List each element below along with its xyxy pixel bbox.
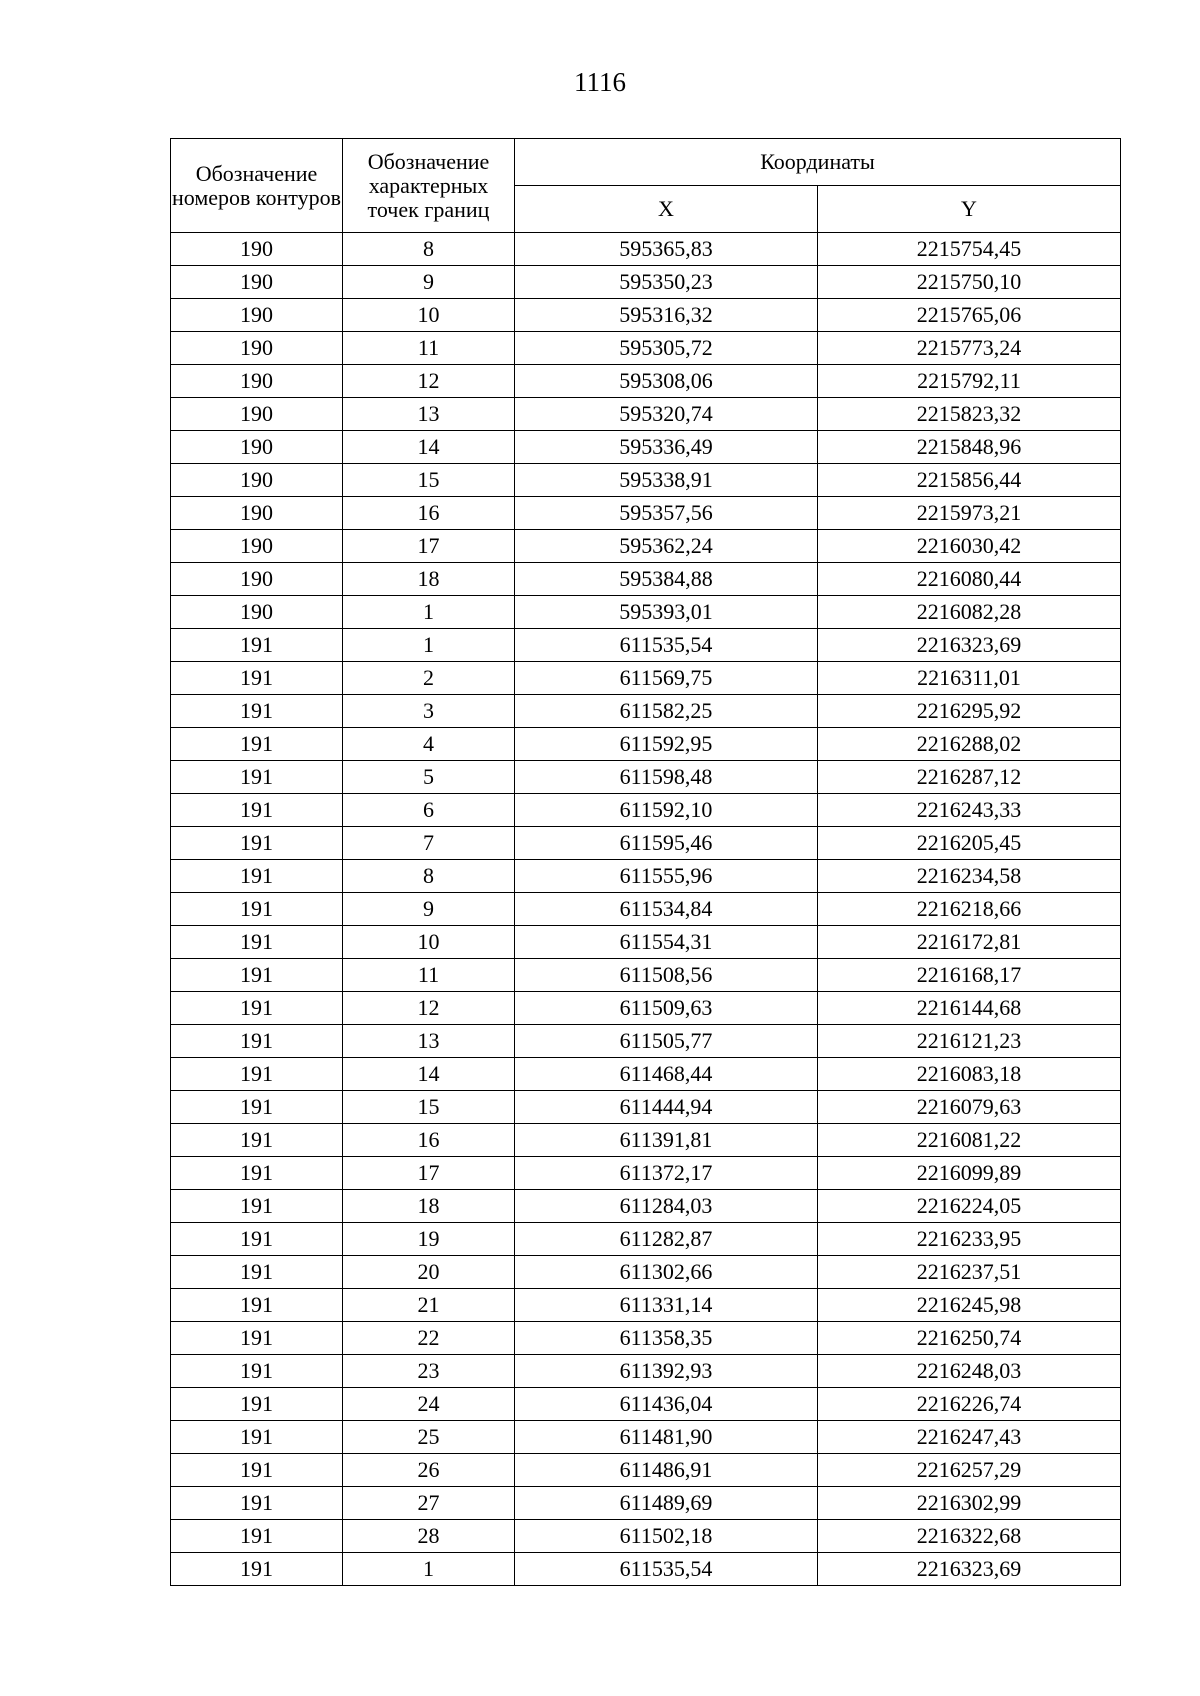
- point-number-cell: 22: [343, 1322, 515, 1355]
- y-coordinate-cell: 2216083,18: [818, 1058, 1121, 1091]
- x-coordinate-cell: 611582,25: [515, 695, 818, 728]
- contour-number-cell: 191: [171, 1289, 343, 1322]
- point-number-cell: 13: [343, 398, 515, 431]
- contour-number-cell: 191: [171, 1025, 343, 1058]
- x-coordinate-cell: 595305,72: [515, 332, 818, 365]
- y-coordinate-cell: 2216099,89: [818, 1157, 1121, 1190]
- contour-number-cell: 190: [171, 530, 343, 563]
- table-row: [171, 1223, 1121, 1256]
- y-coordinate-cell: 2215792,11: [818, 365, 1121, 398]
- point-number-cell: 6: [343, 794, 515, 827]
- contour-number-cell: 191: [171, 992, 343, 1025]
- table-row: [171, 1421, 1121, 1454]
- contour-number-cell: 191: [171, 926, 343, 959]
- table-row: [171, 464, 1121, 497]
- table-row: [171, 233, 1121, 266]
- x-coordinate-cell: 611358,35: [515, 1322, 818, 1355]
- y-coordinate-cell: 2216295,92: [818, 695, 1121, 728]
- table-row: [171, 1256, 1121, 1289]
- table-row: [171, 563, 1121, 596]
- page-number: 1116: [574, 67, 626, 97]
- contour-number-cell: 191: [171, 728, 343, 761]
- x-coordinate-cell: 595336,49: [515, 431, 818, 464]
- y-coordinate-cell: 2215856,44: [818, 464, 1121, 497]
- table-row: [171, 992, 1121, 1025]
- point-number-cell: 17: [343, 530, 515, 563]
- contour-number-cell: 191: [171, 662, 343, 695]
- point-number-cell: 24: [343, 1388, 515, 1421]
- coordinates-table: [170, 138, 1121, 1586]
- x-coordinate-cell: 611284,03: [515, 1190, 818, 1223]
- point-number-cell: 14: [343, 1058, 515, 1091]
- x-coordinate-cell: 595362,24: [515, 530, 818, 563]
- contour-number-cell: 191: [171, 1355, 343, 1388]
- point-number-cell: 13: [343, 1025, 515, 1058]
- x-coordinate-cell: 595308,06: [515, 365, 818, 398]
- y-coordinate-cell: 2216257,29: [818, 1454, 1121, 1487]
- x-coordinate-cell: 611505,77: [515, 1025, 818, 1058]
- table-row: [171, 959, 1121, 992]
- contour-number-cell: 191: [171, 827, 343, 860]
- y-coordinate-cell: 2216250,74: [818, 1322, 1121, 1355]
- table-row: [171, 794, 1121, 827]
- point-number-cell: 9: [343, 893, 515, 926]
- point-number-cell: 14: [343, 431, 515, 464]
- contour-number-cell: 191: [171, 1421, 343, 1454]
- point-number-cell: 19: [343, 1223, 515, 1256]
- x-coordinate-cell: 611502,18: [515, 1520, 818, 1553]
- contour-number-cell: 191: [171, 1190, 343, 1223]
- table-row: [171, 629, 1121, 662]
- x-coordinate-cell: 611302,66: [515, 1256, 818, 1289]
- header-boundary-points: Обозначение характерных точек границ: [343, 139, 515, 233]
- x-coordinate-cell: 611535,54: [515, 629, 818, 662]
- x-coordinate-cell: 611282,87: [515, 1223, 818, 1256]
- contour-number-cell: 190: [171, 266, 343, 299]
- y-coordinate-cell: 2216226,74: [818, 1388, 1121, 1421]
- point-number-cell: 12: [343, 992, 515, 1025]
- x-coordinate-cell: 611534,84: [515, 893, 818, 926]
- contour-number-cell: 191: [171, 1157, 343, 1190]
- y-coordinate-cell: 2216080,44: [818, 563, 1121, 596]
- y-coordinate-cell: 2216233,95: [818, 1223, 1121, 1256]
- y-coordinate-cell: 2216168,17: [818, 959, 1121, 992]
- y-coordinate-cell: 2215823,32: [818, 398, 1121, 431]
- x-coordinate-cell: 611392,93: [515, 1355, 818, 1388]
- header-x: X: [515, 186, 818, 233]
- x-coordinate-cell: 611554,31: [515, 926, 818, 959]
- x-coordinate-cell: 611509,63: [515, 992, 818, 1025]
- x-coordinate-cell: 611481,90: [515, 1421, 818, 1454]
- contour-number-cell: 190: [171, 398, 343, 431]
- x-coordinate-cell: 611598,48: [515, 761, 818, 794]
- y-coordinate-cell: 2216247,43: [818, 1421, 1121, 1454]
- y-coordinate-cell: 2216205,45: [818, 827, 1121, 860]
- contour-number-cell: 191: [171, 1487, 343, 1520]
- point-number-cell: 15: [343, 1091, 515, 1124]
- x-coordinate-cell: 611569,75: [515, 662, 818, 695]
- contour-number-cell: 191: [171, 1388, 343, 1421]
- table-row: [171, 695, 1121, 728]
- x-coordinate-cell: 611372,17: [515, 1157, 818, 1190]
- contour-number-cell: 190: [171, 299, 343, 332]
- point-number-cell: 9: [343, 266, 515, 299]
- table-row: [171, 1157, 1121, 1190]
- table-row: [171, 1124, 1121, 1157]
- table-row: [171, 431, 1121, 464]
- y-coordinate-cell: 2215754,45: [818, 233, 1121, 266]
- contour-number-cell: 191: [171, 860, 343, 893]
- y-coordinate-cell: 2216218,66: [818, 893, 1121, 926]
- point-number-cell: 2: [343, 662, 515, 695]
- contour-number-cell: 190: [171, 497, 343, 530]
- point-number-cell: 7: [343, 827, 515, 860]
- contour-number-cell: 190: [171, 596, 343, 629]
- point-number-cell: 8: [343, 233, 515, 266]
- point-number-cell: 10: [343, 299, 515, 332]
- y-coordinate-cell: 2216323,69: [818, 629, 1121, 662]
- header-y: Y: [818, 186, 1121, 233]
- contour-number-cell: 191: [171, 1091, 343, 1124]
- y-coordinate-cell: 2216079,63: [818, 1091, 1121, 1124]
- table-row: [171, 1553, 1121, 1586]
- table-row: [171, 596, 1121, 629]
- table-row: [171, 1355, 1121, 1388]
- y-coordinate-cell: 2216224,05: [818, 1190, 1121, 1223]
- y-coordinate-cell: 2216030,42: [818, 530, 1121, 563]
- header-contour-numbers: Обозначение номеров контуров: [171, 139, 343, 233]
- y-coordinate-cell: 2215773,24: [818, 332, 1121, 365]
- y-coordinate-cell: 2216311,01: [818, 662, 1121, 695]
- point-number-cell: 10: [343, 926, 515, 959]
- y-coordinate-cell: 2216172,81: [818, 926, 1121, 959]
- point-number-cell: 28: [343, 1520, 515, 1553]
- table-row: [171, 1058, 1121, 1091]
- contour-number-cell: 191: [171, 1223, 343, 1256]
- table-row: [171, 1388, 1121, 1421]
- y-coordinate-cell: 2216234,58: [818, 860, 1121, 893]
- contour-number-cell: 191: [171, 629, 343, 662]
- table-row: [171, 1025, 1121, 1058]
- table-row: [171, 497, 1121, 530]
- table-row: [171, 1322, 1121, 1355]
- x-coordinate-cell: 595384,88: [515, 563, 818, 596]
- point-number-cell: 4: [343, 728, 515, 761]
- contour-number-cell: 191: [171, 1454, 343, 1487]
- x-coordinate-cell: 595350,23: [515, 266, 818, 299]
- point-number-cell: 11: [343, 959, 515, 992]
- contour-number-cell: 191: [171, 1322, 343, 1355]
- table-row: [171, 266, 1121, 299]
- x-coordinate-cell: 611592,95: [515, 728, 818, 761]
- x-coordinate-cell: 611595,46: [515, 827, 818, 860]
- contour-number-cell: 191: [171, 1124, 343, 1157]
- point-number-cell: 11: [343, 332, 515, 365]
- table-row: [171, 1289, 1121, 1322]
- x-coordinate-cell: 611331,14: [515, 1289, 818, 1322]
- contour-number-cell: 190: [171, 365, 343, 398]
- table-row: [171, 1454, 1121, 1487]
- point-number-cell: 18: [343, 563, 515, 596]
- table-row: [171, 860, 1121, 893]
- y-coordinate-cell: 2216287,12: [818, 761, 1121, 794]
- point-number-cell: 17: [343, 1157, 515, 1190]
- table-row: [171, 926, 1121, 959]
- table-row: [171, 1520, 1121, 1553]
- table-row: [171, 530, 1121, 563]
- point-number-cell: 25: [343, 1421, 515, 1454]
- y-coordinate-cell: 2216144,68: [818, 992, 1121, 1025]
- x-coordinate-cell: 595357,56: [515, 497, 818, 530]
- point-number-cell: 21: [343, 1289, 515, 1322]
- contour-number-cell: 191: [171, 1256, 343, 1289]
- y-coordinate-cell: 2215765,06: [818, 299, 1121, 332]
- x-coordinate-cell: 611436,04: [515, 1388, 818, 1421]
- point-number-cell: 5: [343, 761, 515, 794]
- header-coordinates: Координаты: [515, 139, 1121, 186]
- point-number-cell: 23: [343, 1355, 515, 1388]
- x-coordinate-cell: 611444,94: [515, 1091, 818, 1124]
- contour-number-cell: 191: [171, 893, 343, 926]
- x-coordinate-cell: 611391,81: [515, 1124, 818, 1157]
- point-number-cell: 27: [343, 1487, 515, 1520]
- table-row: [171, 728, 1121, 761]
- y-coordinate-cell: 2215848,96: [818, 431, 1121, 464]
- x-coordinate-cell: 611508,56: [515, 959, 818, 992]
- table-row: [171, 893, 1121, 926]
- table-row: [171, 761, 1121, 794]
- point-number-cell: 26: [343, 1454, 515, 1487]
- x-coordinate-cell: 595320,74: [515, 398, 818, 431]
- point-number-cell: 3: [343, 695, 515, 728]
- table-row: [171, 398, 1121, 431]
- y-coordinate-cell: 2216243,33: [818, 794, 1121, 827]
- contour-number-cell: 190: [171, 332, 343, 365]
- point-number-cell: 8: [343, 860, 515, 893]
- table-body: [171, 233, 1121, 1586]
- y-coordinate-cell: 2216082,28: [818, 596, 1121, 629]
- x-coordinate-cell: 611535,54: [515, 1553, 818, 1586]
- point-number-cell: 12: [343, 365, 515, 398]
- contour-number-cell: 190: [171, 233, 343, 266]
- point-number-cell: 15: [343, 464, 515, 497]
- table-header: [171, 139, 1121, 233]
- table-row: [171, 299, 1121, 332]
- contour-number-cell: 191: [171, 1058, 343, 1091]
- y-coordinate-cell: 2216288,02: [818, 728, 1121, 761]
- contour-number-cell: 191: [171, 761, 343, 794]
- x-coordinate-cell: 611555,96: [515, 860, 818, 893]
- y-coordinate-cell: 2216121,23: [818, 1025, 1121, 1058]
- point-number-cell: 1: [343, 1553, 515, 1586]
- x-coordinate-cell: 595316,32: [515, 299, 818, 332]
- point-number-cell: 1: [343, 596, 515, 629]
- point-number-cell: 16: [343, 1124, 515, 1157]
- table-row: [171, 662, 1121, 695]
- contour-number-cell: 191: [171, 1520, 343, 1553]
- x-coordinate-cell: 611592,10: [515, 794, 818, 827]
- table-row: [171, 1091, 1121, 1124]
- x-coordinate-cell: 595365,83: [515, 233, 818, 266]
- contour-number-cell: 190: [171, 464, 343, 497]
- contour-number-cell: 190: [171, 431, 343, 464]
- y-coordinate-cell: 2216248,03: [818, 1355, 1121, 1388]
- y-coordinate-cell: 2216302,99: [818, 1487, 1121, 1520]
- contour-number-cell: 191: [171, 794, 343, 827]
- x-coordinate-cell: 595393,01: [515, 596, 818, 629]
- contour-number-cell: 190: [171, 563, 343, 596]
- y-coordinate-cell: 2216081,22: [818, 1124, 1121, 1157]
- y-coordinate-cell: 2216237,51: [818, 1256, 1121, 1289]
- point-number-cell: 16: [343, 497, 515, 530]
- contour-number-cell: 191: [171, 695, 343, 728]
- y-coordinate-cell: 2215750,10: [818, 266, 1121, 299]
- point-number-cell: 20: [343, 1256, 515, 1289]
- y-coordinate-cell: 2216322,68: [818, 1520, 1121, 1553]
- y-coordinate-cell: 2216245,98: [818, 1289, 1121, 1322]
- table-row: [171, 1190, 1121, 1223]
- table-row: [171, 827, 1121, 860]
- x-coordinate-cell: 611486,91: [515, 1454, 818, 1487]
- table-row: [171, 1487, 1121, 1520]
- y-coordinate-cell: 2215973,21: [818, 497, 1121, 530]
- contour-number-cell: 191: [171, 959, 343, 992]
- x-coordinate-cell: 611468,44: [515, 1058, 818, 1091]
- contour-number-cell: 191: [171, 1553, 343, 1586]
- x-coordinate-cell: 611489,69: [515, 1487, 818, 1520]
- table-row: [171, 365, 1121, 398]
- y-coordinate-cell: 2216323,69: [818, 1553, 1121, 1586]
- point-number-cell: 18: [343, 1190, 515, 1223]
- point-number-cell: 1: [343, 629, 515, 662]
- x-coordinate-cell: 595338,91: [515, 464, 818, 497]
- table-row: [171, 332, 1121, 365]
